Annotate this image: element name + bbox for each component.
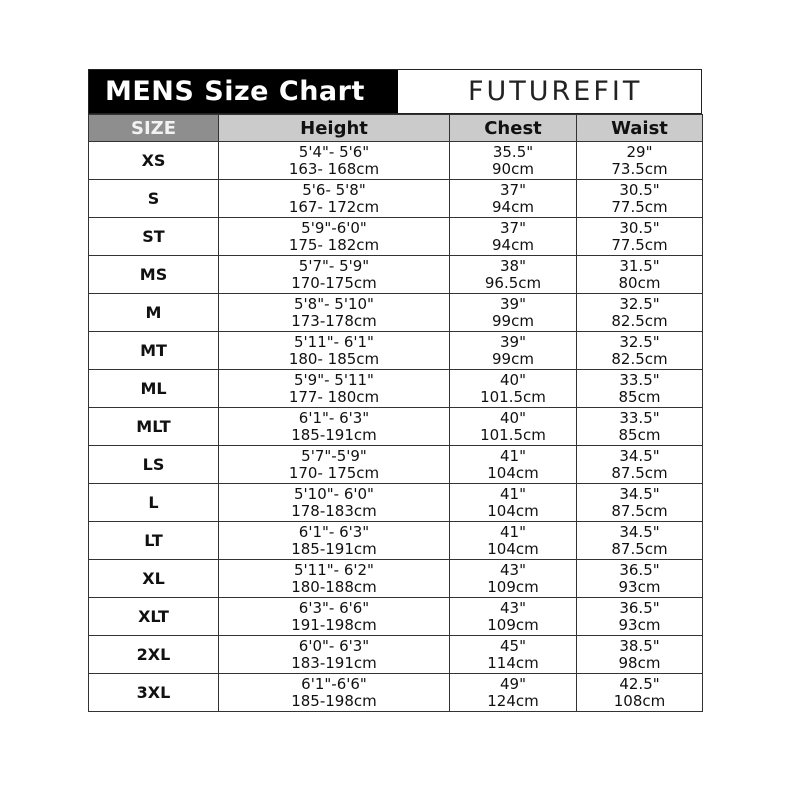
chest-cell-line-2: 90cm xyxy=(492,159,534,178)
waist-cell-line-1: 34.5" xyxy=(619,446,660,465)
size-cell-line-1: LS xyxy=(142,455,165,474)
brand-name: FUTUREFIT xyxy=(398,70,701,113)
chest-cell-line-1: 43" xyxy=(500,560,526,579)
column-header-size: SIZE xyxy=(89,115,219,142)
waist-cell-line-1: 32.5" xyxy=(619,294,660,313)
table-row xyxy=(89,674,703,712)
table-row xyxy=(89,408,703,446)
height-cell-line-2: 178-183cm xyxy=(291,501,377,520)
waist-cell-line-2: 85cm xyxy=(618,387,661,406)
height-cell xyxy=(219,674,450,712)
waist-cell-line-1: 38.5" xyxy=(619,636,660,655)
size-cell-line-1: S xyxy=(147,189,160,208)
height-cell-line-1: 5'11"- 6'2" xyxy=(294,560,374,579)
chest-cell-line-1: 37" xyxy=(500,218,526,237)
column-header-chest: Chest xyxy=(450,115,577,142)
chest-cell xyxy=(450,142,577,180)
waist-cell-line-2: 77.5cm xyxy=(611,235,668,254)
chest-cell xyxy=(450,294,577,332)
chest-cell-line-2: 94cm xyxy=(492,235,534,254)
column-header-height: Height xyxy=(219,115,450,142)
size-cell xyxy=(89,408,219,446)
chest-cell xyxy=(450,674,577,712)
waist-cell xyxy=(577,370,703,408)
size-cell-line-1: 2XL xyxy=(136,645,171,664)
chest-cell-line-1: 41" xyxy=(500,484,526,503)
chest-cell-line-1: 39" xyxy=(500,332,526,351)
height-cell xyxy=(219,180,450,218)
chest-cell xyxy=(450,370,577,408)
size-cell-line-1: 3XL xyxy=(136,683,171,702)
table-row xyxy=(89,256,703,294)
height-cell-line-1: 5'4"- 5'6" xyxy=(298,142,370,161)
size-cell-line-1: L xyxy=(148,493,159,512)
waist-cell xyxy=(577,636,703,674)
height-cell-line-2: 185-191cm xyxy=(291,425,377,444)
chest-cell-line-2: 99cm xyxy=(492,311,534,330)
chart-title: MENS Size Chart xyxy=(89,70,398,113)
height-cell-line-1: 6'1"- 6'3" xyxy=(298,522,370,541)
waist-cell-line-2: 93cm xyxy=(618,577,661,596)
height-cell xyxy=(219,484,450,522)
height-cell-line-1: 5'9"- 5'11" xyxy=(294,370,374,389)
waist-cell xyxy=(577,522,703,560)
height-cell xyxy=(219,598,450,636)
size-cell-line-1: XLT xyxy=(138,607,169,626)
height-cell-line-2: 173-178cm xyxy=(291,311,377,330)
size-cell-line-1: XS xyxy=(141,151,166,170)
size-cell-line-1: MS xyxy=(139,265,168,284)
height-cell-line-2: 183-191cm xyxy=(291,653,377,672)
waist-cell-line-2: 80cm xyxy=(618,273,661,292)
size-cell-line-1: ST xyxy=(142,227,165,246)
table-row xyxy=(89,370,703,408)
size-cell xyxy=(89,218,219,256)
chest-cell-line-1: 35.5" xyxy=(492,142,534,161)
height-cell xyxy=(219,446,450,484)
height-cell-line-2: 163- 168cm xyxy=(288,159,380,178)
chest-cell-line-2: 101.5cm xyxy=(480,387,546,406)
chest-cell-line-2: 94cm xyxy=(492,197,534,216)
chest-cell xyxy=(450,560,577,598)
height-cell-line-1: 5'10"- 6'0" xyxy=(294,484,374,503)
size-cell xyxy=(89,636,219,674)
chest-cell xyxy=(450,484,577,522)
height-cell-line-1: 6'1"- 6'3" xyxy=(298,408,370,427)
table-row xyxy=(89,560,703,598)
waist-cell-line-2: 87.5cm xyxy=(611,501,668,520)
waist-cell-line-1: 36.5" xyxy=(619,598,660,617)
chest-cell xyxy=(450,446,577,484)
chest-cell xyxy=(450,256,577,294)
height-cell-line-1: 6'1"-6'6" xyxy=(301,674,367,693)
chest-cell xyxy=(450,598,577,636)
height-cell-line-1: 5'9"-6'0" xyxy=(301,218,367,237)
chest-cell xyxy=(450,332,577,370)
height-cell-line-1: 5'7"- 5'9" xyxy=(298,256,370,275)
table-row xyxy=(89,218,703,256)
waist-cell-line-1: 30.5" xyxy=(619,180,660,199)
waist-cell xyxy=(577,332,703,370)
height-cell xyxy=(219,142,450,180)
waist-cell-line-2: 87.5cm xyxy=(611,539,668,558)
chest-cell-line-2: 124cm xyxy=(487,691,539,710)
table-row xyxy=(89,294,703,332)
waist-cell-line-2: 82.5cm xyxy=(611,311,668,330)
waist-cell-line-1: 29" xyxy=(626,142,653,161)
chest-cell-line-2: 109cm xyxy=(487,615,539,634)
height-cell xyxy=(219,294,450,332)
waist-cell-line-1: 30.5" xyxy=(619,218,660,237)
waist-cell xyxy=(577,256,703,294)
table-row xyxy=(89,180,703,218)
chest-cell-line-1: 43" xyxy=(500,598,526,617)
title-bar xyxy=(88,69,702,114)
height-cell-line-1: 6'3"- 6'6" xyxy=(298,598,370,617)
size-cell xyxy=(89,522,219,560)
size-cell xyxy=(89,142,219,180)
chest-cell-line-2: 104cm xyxy=(487,463,539,482)
chest-cell-line-1: 41" xyxy=(500,522,526,541)
waist-cell-line-2: 82.5cm xyxy=(611,349,668,368)
table-row xyxy=(89,598,703,636)
chest-cell-line-1: 49" xyxy=(500,674,526,693)
waist-cell xyxy=(577,674,703,712)
table-row xyxy=(89,332,703,370)
chest-cell-line-1: 45" xyxy=(500,636,526,655)
chest-cell xyxy=(450,636,577,674)
waist-cell-line-1: 33.5" xyxy=(619,408,660,427)
chest-cell xyxy=(450,522,577,560)
waist-cell-line-1: 33.5" xyxy=(619,370,660,389)
chest-cell-line-2: 96.5cm xyxy=(484,273,542,292)
height-cell-line-1: 5'8"- 5'10" xyxy=(294,294,374,313)
waist-cell-line-1: 32.5" xyxy=(619,332,660,351)
height-cell xyxy=(219,370,450,408)
height-cell-line-2: 180-188cm xyxy=(291,577,377,596)
chest-cell-line-2: 99cm xyxy=(492,349,534,368)
column-header-waist: Waist xyxy=(577,115,703,142)
waist-cell xyxy=(577,560,703,598)
table-row xyxy=(89,484,703,522)
chest-cell-line-1: 39" xyxy=(500,294,526,313)
height-cell-line-2: 175- 182cm xyxy=(288,235,380,254)
chest-cell-line-1: 38" xyxy=(500,256,526,275)
size-cell xyxy=(89,294,219,332)
size-cell xyxy=(89,256,219,294)
size-cell xyxy=(89,180,219,218)
size-cell xyxy=(89,484,219,522)
waist-cell-line-2: 87.5cm xyxy=(611,463,668,482)
size-cell xyxy=(89,598,219,636)
height-cell xyxy=(219,560,450,598)
height-cell xyxy=(219,636,450,674)
waist-cell-line-2: 98cm xyxy=(618,653,661,672)
height-cell-line-2: 180- 185cm xyxy=(288,349,380,368)
height-cell-line-1: 5'6- 5'8" xyxy=(302,180,366,199)
chest-cell-line-1: 37" xyxy=(500,180,526,199)
chest-cell-line-1: 40" xyxy=(500,370,526,389)
table-row xyxy=(89,142,703,180)
height-cell xyxy=(219,218,450,256)
height-cell xyxy=(219,332,450,370)
chest-cell-line-1: 40" xyxy=(500,408,526,427)
chest-cell xyxy=(450,218,577,256)
waist-cell xyxy=(577,598,703,636)
chest-cell-line-2: 114cm xyxy=(487,653,539,672)
size-cell xyxy=(89,332,219,370)
waist-cell xyxy=(577,180,703,218)
height-cell-line-2: 170- 175cm xyxy=(288,463,380,482)
table-row xyxy=(89,636,703,674)
size-cell xyxy=(89,370,219,408)
height-cell-line-1: 5'7"-5'9" xyxy=(301,446,367,465)
waist-cell-line-1: 36.5" xyxy=(619,560,660,579)
height-cell-line-2: 191-198cm xyxy=(291,615,377,634)
header-row xyxy=(89,115,703,142)
waist-cell-line-2: 77.5cm xyxy=(611,197,668,216)
size-cell-line-1: ML xyxy=(140,379,167,398)
waist-cell-line-1: 34.5" xyxy=(619,522,660,541)
size-table xyxy=(88,114,703,712)
waist-cell-line-2: 85cm xyxy=(618,425,661,444)
chest-cell-line-2: 104cm xyxy=(487,501,539,520)
size-cell-line-1: MT xyxy=(140,341,167,360)
height-cell-line-2: 177- 180cm xyxy=(288,387,380,406)
height-cell xyxy=(219,408,450,446)
table-row xyxy=(89,446,703,484)
waist-cell xyxy=(577,484,703,522)
height-cell xyxy=(219,256,450,294)
height-cell-line-2: 167- 172cm xyxy=(288,197,380,216)
height-cell-line-2: 185-191cm xyxy=(291,539,377,558)
size-cell xyxy=(89,446,219,484)
height-cell-line-2: 185-198cm xyxy=(291,691,377,710)
waist-cell xyxy=(577,142,703,180)
waist-cell xyxy=(577,446,703,484)
waist-cell-line-1: 42.5" xyxy=(619,674,660,693)
size-cell-line-1: XL xyxy=(142,569,165,588)
size-cell-line-1: M xyxy=(145,303,162,322)
height-cell-line-1: 6'0"- 6'3" xyxy=(298,636,370,655)
waist-cell-line-1: 34.5" xyxy=(619,484,660,503)
chest-cell xyxy=(450,408,577,446)
chest-cell-line-2: 109cm xyxy=(487,577,539,596)
height-cell xyxy=(219,522,450,560)
waist-cell-line-2: 93cm xyxy=(618,615,661,634)
waist-cell xyxy=(577,218,703,256)
size-cell-line-1: LT xyxy=(144,531,163,550)
waist-cell xyxy=(577,294,703,332)
size-cell xyxy=(89,674,219,712)
chest-cell-line-1: 41" xyxy=(500,446,526,465)
waist-cell-line-2: 73.5cm xyxy=(611,159,668,178)
chest-cell-line-2: 104cm xyxy=(487,539,539,558)
chest-cell xyxy=(450,180,577,218)
waist-cell xyxy=(577,408,703,446)
table-row xyxy=(89,522,703,560)
height-cell-line-2: 170-175cm xyxy=(291,273,377,292)
size-chart xyxy=(88,69,702,712)
waist-cell-line-2: 108cm xyxy=(613,691,666,710)
size-cell-line-1: MLT xyxy=(136,417,171,436)
height-cell-line-1: 5'11"- 6'1" xyxy=(294,332,374,351)
size-cell xyxy=(89,560,219,598)
waist-cell-line-1: 31.5" xyxy=(619,256,660,275)
chest-cell-line-2: 101.5cm xyxy=(480,425,546,444)
